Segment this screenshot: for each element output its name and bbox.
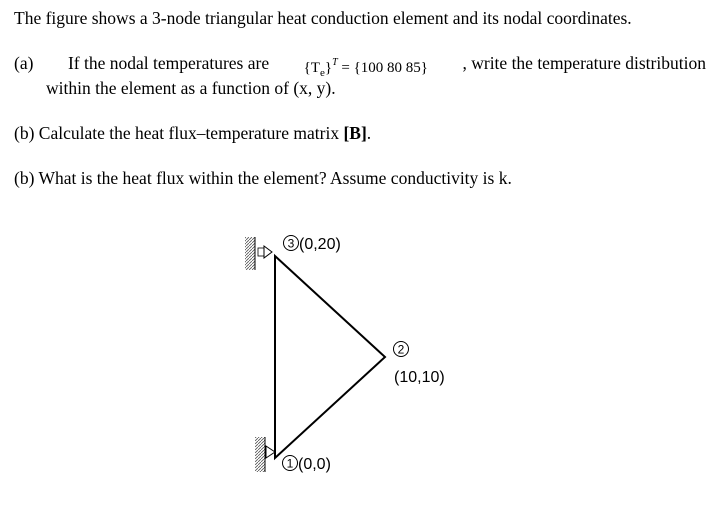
- svg-text:3: 3: [287, 236, 295, 251]
- part-a-before: If the nodal temperatures are: [67, 53, 270, 73]
- support-node-1: [255, 437, 275, 472]
- svg-text:2: 2: [397, 342, 405, 357]
- support-node-3: [245, 237, 272, 270]
- svg-text:(0,0): (0,0): [298, 456, 331, 473]
- part-b-label: (b): [14, 123, 35, 143]
- intro-text: The figure shows a 3-node triangular heat conduction element and its nodal coordinates.: [14, 8, 632, 28]
- temperature-vector: $\{T_e\}^T = \{100$ 80 85}: [303, 57, 428, 79]
- b-matrix: [B]: [343, 123, 367, 143]
- node-1-label: [283, 456, 331, 474]
- node-3-label: [284, 236, 341, 254]
- part-a-line2: within the element as a function of (x, y).: [46, 78, 336, 98]
- svg-text:(0,20): (0,20): [299, 236, 341, 253]
- part-c-label: (b): [14, 168, 35, 188]
- svg-text:1: 1: [286, 456, 294, 471]
- part-a-label: (a): [14, 53, 34, 73]
- part-a-after: , write the temperature distribution: [462, 53, 706, 73]
- part-c-body: What is the heat flux within the element? Assume conductivity is k.: [38, 168, 512, 188]
- svg-text:(10,10): (10,10): [394, 369, 445, 386]
- part-b-period: .: [366, 123, 372, 143]
- node-2-label: [394, 342, 445, 387]
- part-b-body: Calculate the heat flux–temperature matrix: [38, 123, 340, 143]
- triangle-element: [275, 256, 385, 458]
